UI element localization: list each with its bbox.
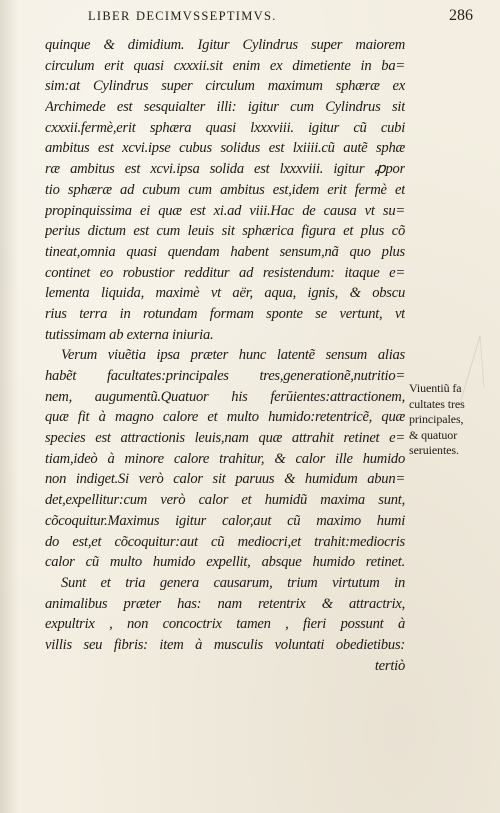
running-head: LIBER DECIMVSSEPTIMVS. bbox=[88, 9, 277, 23]
text-line: ræ ambitus est xcvi.ipsa solida est lxxxviii. igitur ꝓpor bbox=[45, 161, 405, 178]
margin-note-line: Viuentiũ fa bbox=[409, 381, 462, 395]
text-line: ambitus est xcvi.ipse cubus solidus est lxiiii.cũ autẽ sphæ bbox=[45, 140, 405, 157]
text-line: villis seu fibris: item à musculis voluntati obedietibus: bbox=[45, 636, 405, 653]
text-line: expultrix , non concoctrix tamen , fieri possunt à bbox=[45, 616, 405, 633]
page-gutter-shadow bbox=[0, 0, 18, 813]
page-header bbox=[88, 7, 473, 29]
body-text bbox=[45, 35, 405, 676]
text-line: sim:at Cylindrus super circulum maximum sphæræ ex bbox=[45, 78, 405, 95]
text-line: species est attractionis leuis,nam quæ attrahit retinet e= bbox=[45, 430, 405, 447]
text-line: quinque & dimidium. Igitur Cylindrus super maiorem bbox=[45, 37, 405, 53]
text-line: circulum erit quasi cxxxii.sit enim ex dimetiente in ba= bbox=[45, 57, 405, 74]
margin-note-line: seruientes. bbox=[409, 443, 459, 457]
text-line: tineat,omnia quasi quendam habent sensum,nã quo plus bbox=[45, 243, 405, 260]
margin-note-line: & quatuor bbox=[409, 427, 458, 442]
margin-note-line: principales, bbox=[409, 412, 464, 426]
text-line: cxxxii.fermè,erit sphæra quasi lxxxviii. igitur cũ cubi bbox=[45, 119, 405, 136]
text-line: tio sphæræ ad cubum cum ambitus est,idem erit fermè et bbox=[45, 181, 405, 198]
text-line: Sunt et tria genera causarum, trium virtutum in bbox=[61, 574, 405, 591]
text-line: continet eo robustior redditur ad resistendum: itaque e= bbox=[45, 264, 405, 281]
text-line: animalibus præter has: nam retentrix & attractrix, bbox=[45, 595, 405, 612]
text-line: Archimede est sesquialter illi: igitur cum Cylindrus sit bbox=[45, 99, 405, 116]
margin-note-line: cultates tres bbox=[409, 396, 465, 411]
text-line: Verum viuẽtia ipsa præter hunc latentẽ sensum alias bbox=[61, 347, 405, 364]
text-line: det,expellitur:cum verò calor et humidũ maxima sunt, bbox=[45, 492, 405, 509]
catchword: tertiò bbox=[374, 657, 405, 674]
text-line: calor cũ multo humido expellit, absque humido retinet. bbox=[45, 554, 405, 571]
text-line: habẽt facultates:principales tres,generationẽ,nutritio= bbox=[45, 368, 405, 384]
text-line: nem, augumentũ.Quatuor his ferŭientes:attractionem, bbox=[45, 388, 405, 405]
text-line: do est,et cõcoquitur:aut cũ mediocri,et trahit:mediocris bbox=[45, 533, 405, 550]
text-line: non indiget.Si verò calor sit paruus & humidum abun= bbox=[45, 471, 405, 488]
text-line: tiam,ideò à minore calore trahitur, & calor ille humido bbox=[45, 450, 405, 467]
text-line: propinquissima ei quæ est xi.ad viii.Hac de causa vt su= bbox=[45, 202, 405, 219]
margin-note bbox=[409, 381, 489, 459]
text-line: tutissimam ab externa iniuria. bbox=[45, 326, 214, 343]
text-line: rius terra in rotundam formam sponte se vertunt, vt bbox=[45, 305, 405, 322]
text-line: perius dictum est cum leuis sit sphærica figura et plus cõ bbox=[45, 223, 405, 240]
text-line: cõcoquitur.Maximus igitur calor,aut cũ maximo humi bbox=[45, 512, 405, 529]
text-line: lementa liquida, maximè vt aër, aqua, ignis, & obscu bbox=[45, 285, 405, 302]
page-number: 286 bbox=[449, 7, 473, 24]
text-line: quæ fit à magno calore et multo humido:retentricẽ, quæ bbox=[45, 409, 405, 426]
